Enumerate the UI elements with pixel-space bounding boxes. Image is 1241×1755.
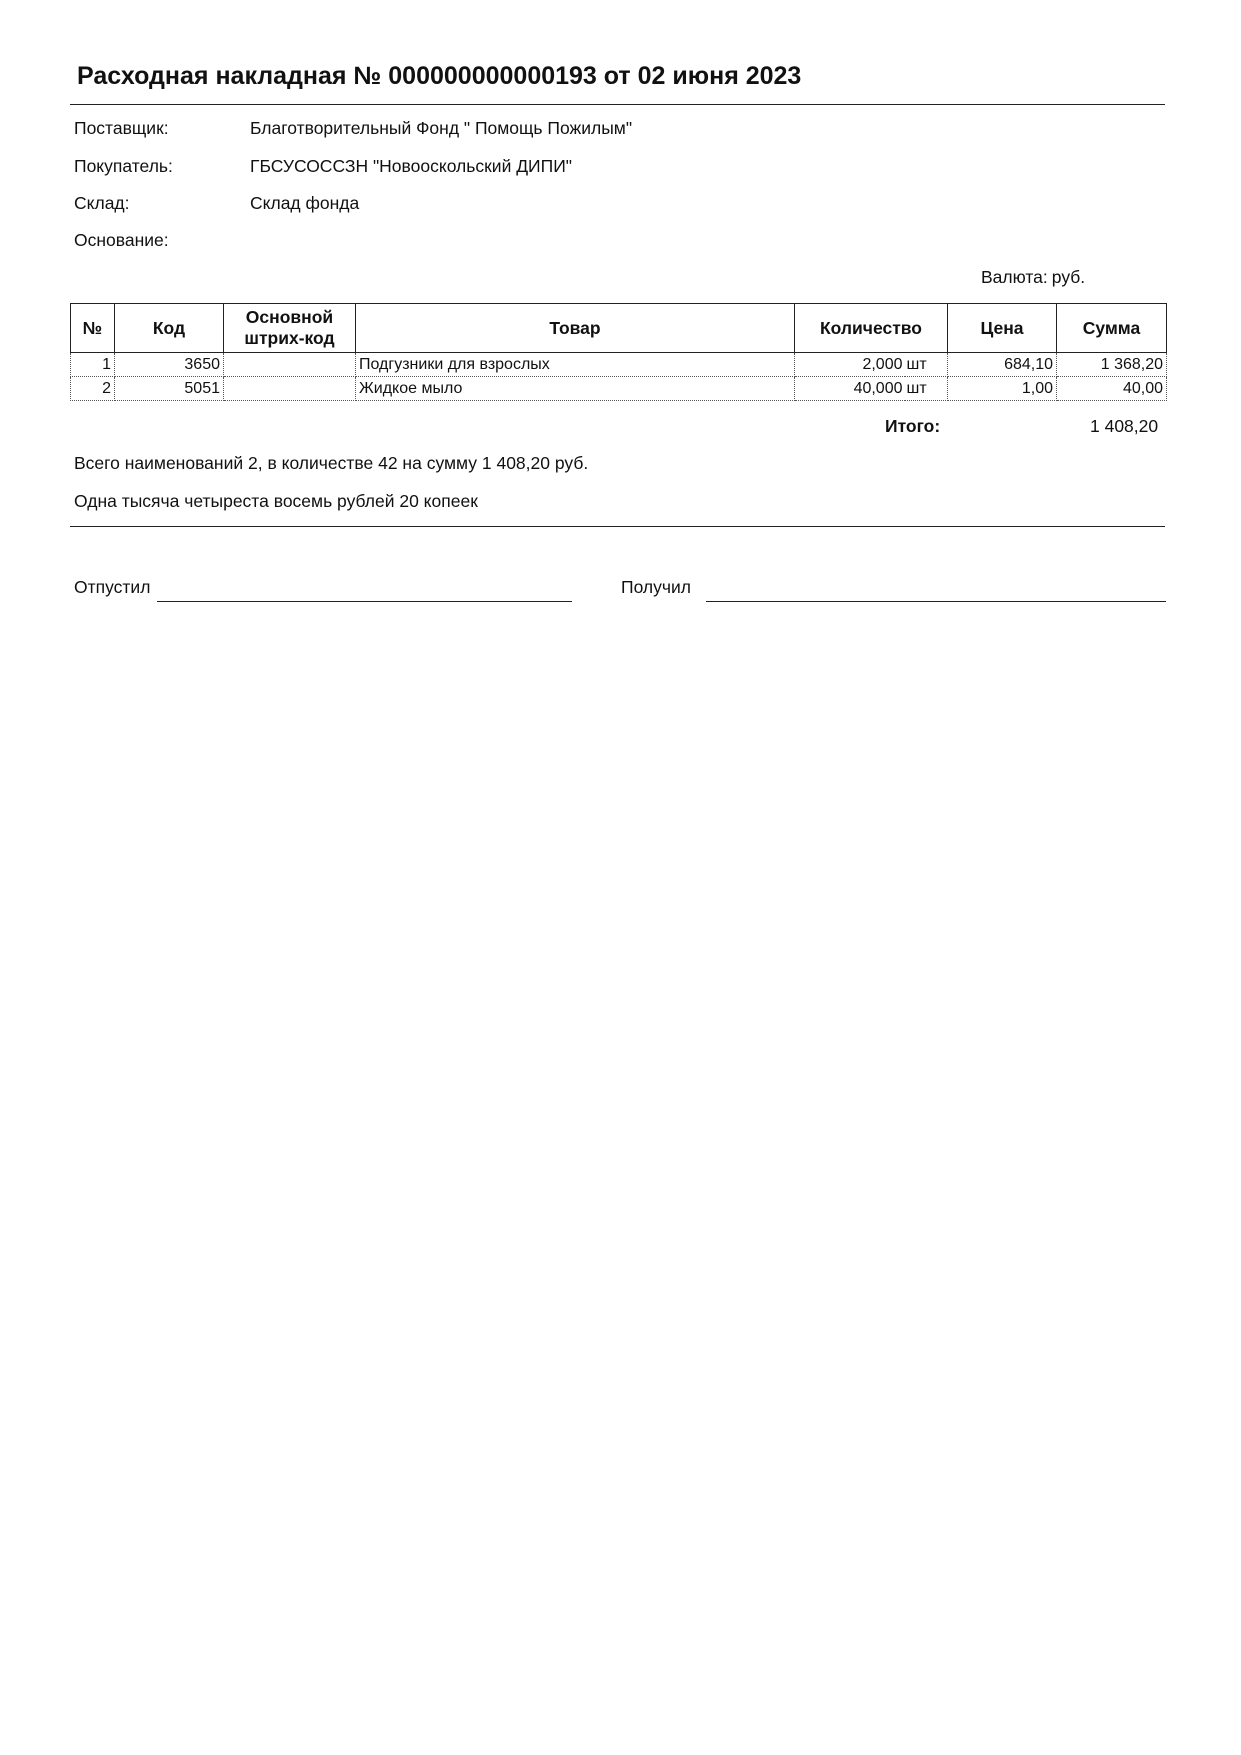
row-sum: 40,00 [1057,377,1167,401]
summary-count-line: Всего наименований 2, в количестве 42 на сумму 1 408,20 руб. [74,453,589,473]
row-quantity: 40,000 [795,377,905,401]
warehouse-label: Склад: [74,193,130,213]
row-code: 5051 [115,377,224,401]
currency-value: руб. [1051,267,1086,287]
basis-row [74,230,250,251]
buyer-row [74,156,572,177]
currency-row [981,267,1085,288]
row-barcode [224,353,356,377]
row-product: Подгузники для взрослых [356,353,795,377]
header-code: Код [115,304,224,353]
document-title: Расходная накладная № 000000000000193 от 02 июня 2023 [77,62,802,90]
header-barcode [224,304,356,353]
table-header-row [71,304,1167,353]
received-label: Получил [621,577,691,597]
total-label: Итого: [885,416,941,436]
row-code: 3650 [115,353,224,377]
table-row [71,353,1167,377]
title-divider [70,104,1165,105]
table-row [71,377,1167,401]
header-product: Товар [356,304,795,353]
summary-words-line: Одна тысяча четыреста восемь рублей 20 копеек [74,491,478,511]
header-num: № [71,304,115,353]
row-product: Жидкое мыло [356,377,795,401]
buyer-label: Покупатель: [74,156,173,176]
header-sum: Сумма [1057,304,1167,353]
warehouse-row [74,193,359,214]
summary-divider [70,526,1165,527]
header-barcode-line1: Основной [245,307,334,327]
warehouse-value: Склад фонда [250,193,360,213]
row-price: 1,00 [948,377,1057,401]
supplier-row [74,118,632,139]
buyer-value: ГБСУСОССЗН "Новооскольский ДИПИ" [250,156,572,176]
row-barcode [224,377,356,401]
row-num: 1 [71,353,115,377]
row-price: 684,10 [948,353,1057,377]
received-signature-line [706,601,1166,602]
released-signature-line [157,601,572,602]
row-unit: шт [905,377,948,401]
row-unit: шт [905,353,948,377]
header-price: Цена [948,304,1057,353]
released-label: Отпустил [74,577,151,597]
row-quantity: 2,000 [795,353,905,377]
header-quantity: Количество [795,304,948,353]
currency-label: Валюта: [981,267,1048,287]
basis-label: Основание: [74,230,169,250]
supplier-value: Благотворительный Фонд " Помощь Пожилым" [250,118,633,138]
items-table [70,303,1167,401]
supplier-label: Поставщик: [74,118,169,138]
row-sum: 1 368,20 [1057,353,1167,377]
header-barcode-line2: штрих-код [244,328,335,348]
row-num: 2 [71,377,115,401]
total-value: 1 408,20 [1090,416,1159,436]
